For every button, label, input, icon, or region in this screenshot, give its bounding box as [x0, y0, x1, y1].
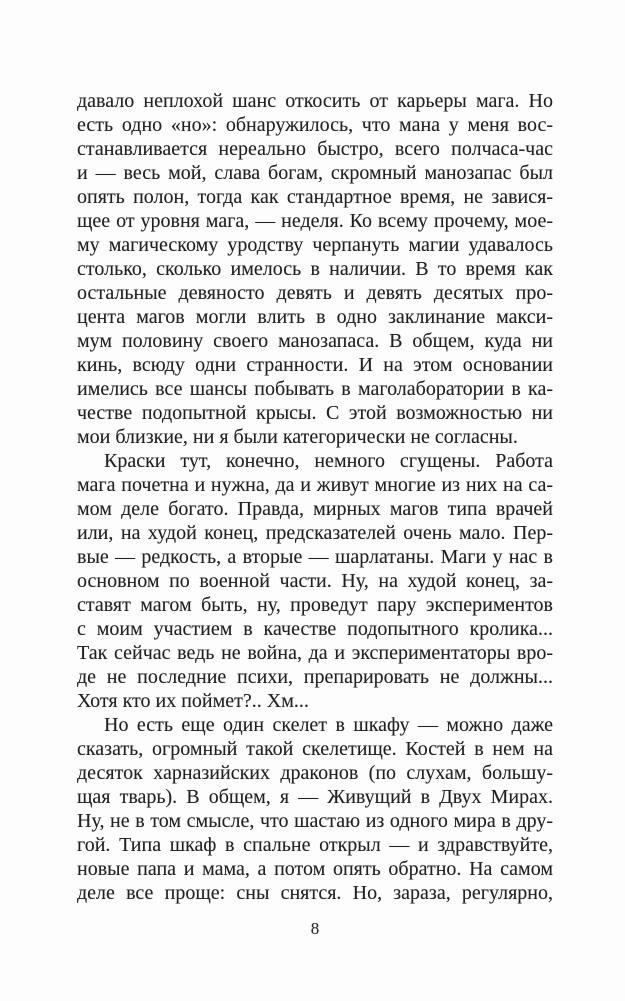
text-line: ставят магом быть, ну, проведут пару экспериментов	[77, 594, 553, 616]
text-line: опять полон, тогда как стандартное время, не завися-	[77, 186, 553, 208]
text-line: имелись все шансы побывать в маголаборатории в ка-	[77, 378, 553, 400]
text-line: десяток харназийских драконов (по слухам, большу-	[77, 762, 553, 784]
text-line: с моим участием в качестве подопытного кролика...	[77, 618, 553, 640]
text-line: вые — редкость, а вторые — шарлатаны. Маги у нас в	[77, 546, 553, 568]
text-line: деле все проще: сны снятся. Но, зараза, регулярно,	[77, 882, 553, 904]
text-line: и — весь мой, слава богам, скромный манозапас был	[77, 162, 553, 184]
text-line: щее от уровня мага, — неделя. Ко всему прочему, мое-	[77, 210, 553, 232]
text-line: мум половину своего манозапаса. В общем, куда ни	[77, 330, 553, 352]
text-line: Хотя кто их поймет?.. Хм...	[77, 690, 309, 712]
text-line: остальные девяносто девять и девять десятых про-	[77, 282, 553, 304]
text-line: или, на худой конец, предсказателей очень мало. Пер-	[77, 522, 553, 544]
text-line: мом деле богато. Правда, мирных магов типа врачей	[77, 498, 553, 520]
text-line: есть одно «но»: обнаружилось, что мана у меня вос-	[77, 114, 553, 136]
text-line: мага почетна и нужна, да и живут многие из них на са-	[77, 474, 553, 496]
page-text	[77, 89, 553, 905]
text-line: столько, сколько имелось в наличии. В то время как	[77, 258, 553, 280]
text-line: цента магов могли влить в одно заклинание макси-	[77, 306, 553, 328]
text-line: Так сейчас ведь не война, да и экспериментаторы вро-	[77, 642, 553, 664]
text-line: мои близкие, ни я были категорически не согласны.	[77, 426, 518, 448]
text-line: честве подопытной крысы. С этой возможностью ни	[77, 402, 553, 424]
text-line: гой. Типа шкаф в спальне открыл — и здравствуйте,	[77, 834, 553, 856]
text-line: новые папа и мама, а потом опять обратно. На самом	[77, 858, 553, 880]
text-line: му магическому уродству черпануть магии удавалось	[77, 234, 553, 256]
text-line: де не последние психи, препарировать не должны...	[77, 666, 553, 688]
text-line: Краски тут, конечно, немного сгущены. Работа	[104, 450, 553, 472]
text-line: сказать, огромный такой скелетище. Костей в нем на	[77, 738, 553, 760]
text-line: кинь, всюду одни странности. И на этом основании	[77, 354, 553, 376]
text-line: щая тварь). В общем, я — Живущий в Двух Мирах.	[77, 786, 553, 808]
text-line: станавливается нереально быстро, всего полчаса-час	[77, 138, 553, 160]
text-line: давало неплохой шанс откосить от карьеры мага. Но	[77, 90, 553, 112]
text-line: Ну, не в том смысле, что шастаю из одного мира в дру-	[77, 810, 553, 832]
text-line: основном по военной части. Ну, на худой конец, за-	[77, 570, 553, 592]
text-line: Но есть еще один скелет в шкафу — можно даже	[104, 714, 553, 736]
page-number: 8	[310, 919, 320, 938]
